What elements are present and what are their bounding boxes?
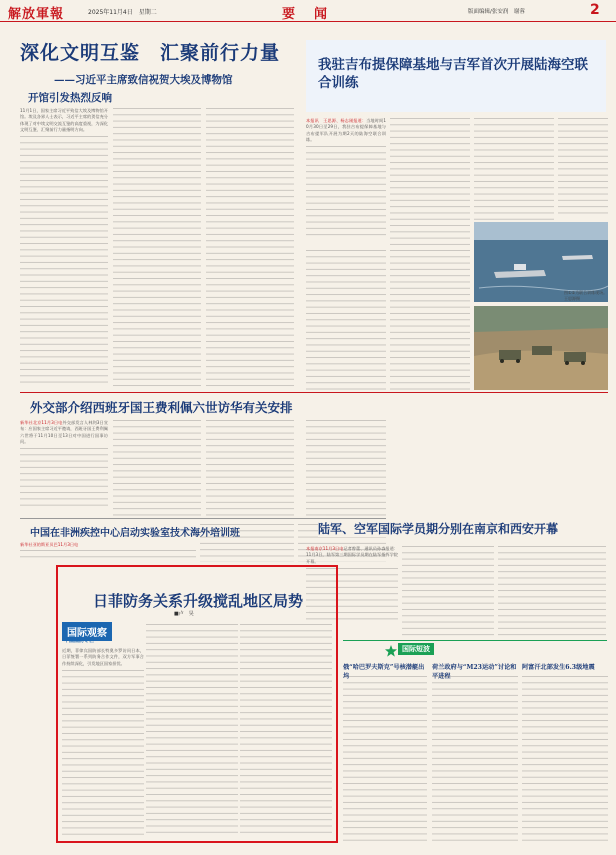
college-headline: 陆军、空军国际学员期分别在南京和西安开幕 xyxy=(318,520,610,537)
college-column-3 xyxy=(498,546,606,638)
cdc-column-2 xyxy=(200,524,294,562)
lead-column-3 xyxy=(206,108,294,388)
spain-visit-column-4 xyxy=(306,420,386,516)
lead-headline: 深化文明互鉴 汇聚前行力量 xyxy=(20,42,281,64)
international-badge: 国际观察 xyxy=(62,622,112,641)
college-column-2 xyxy=(402,546,494,638)
spain-visit-column-1: 新华社北京11月3日电外交部发言人林剑3日宣布：应国家主席习近平邀请，西班牙国王费利佩六世将于11月10日至13日对中国进行国事访问。 xyxy=(20,420,108,516)
brief-body-3 xyxy=(522,676,608,842)
vehicles-photo xyxy=(474,306,608,390)
brief-body-1 xyxy=(343,676,427,842)
international-column-3 xyxy=(240,624,332,838)
djibouti-headline: 我驻吉布提保障基地与吉军首次开展陆海空联合训练 xyxy=(318,57,588,91)
international-headline: 日菲防务关系升级搅乱地区局势 xyxy=(92,592,303,610)
lead-column-2 xyxy=(113,108,201,388)
page-number: 2 xyxy=(590,2,600,18)
section-divider xyxy=(20,392,608,393)
spain-visit-headline: 外交部介绍西班牙国王费利佩六世访华有关安排 xyxy=(30,400,293,415)
briefs-rule xyxy=(343,640,607,641)
djibouti-column-4 xyxy=(306,250,386,390)
photo-caption: 图①②为联合训练现场。 王思源摄 xyxy=(564,290,608,301)
djibouti-column-5 xyxy=(390,250,470,390)
divider-1 xyxy=(20,518,386,519)
spain-visit-column-2 xyxy=(113,420,201,516)
djibouti-column-6 xyxy=(558,118,608,218)
college-column-1: 本报南京11月3日电记者曾蕾、通讯员孙淼报道：11月3日，陆军第三期国际学员期在陆军指挥学院开幕。 xyxy=(306,546,398,638)
lead-subheadline-2: 开馆引发热烈反响 xyxy=(28,92,112,104)
cdc-headline: 中国在非洲疾控中心启动实验室技术海外培训班 xyxy=(30,528,240,539)
brief-title-1: 俄“哈巴罗夫斯克”号核潜艇出坞 xyxy=(343,664,425,680)
page-editor: 版面编辑/张安润 谢蓉 xyxy=(468,9,525,15)
brief-title-2: 荷兰政府与“M23运动”讨论和平进程 xyxy=(432,664,517,680)
spain-visit-column-3 xyxy=(206,420,294,516)
lead-column-1: 11月1日，国家主席习近平致信大埃及博物馆开馆。埃及各界人士表示，习近平主席的贺信充分体现了对中埃文明交流互鉴的高度重视，为深化文明互鉴、汇聚前行力量指明方向。 xyxy=(20,108,108,388)
lead-subheadline: ——习近平主席致信祝贺大埃及博物馆 xyxy=(54,74,233,86)
star-icon xyxy=(385,642,397,654)
international-column-2 xyxy=(146,624,238,838)
international-author: ■卢 昊 xyxy=(174,611,194,617)
newspaper-logo: 解放軍報 xyxy=(8,7,65,22)
cdc-column-1: 新华社亚的斯亚贝巴11月3日电 xyxy=(20,542,196,562)
brief-title-3: 阿富汗北部发生6.3级地震 xyxy=(522,664,595,671)
issue-date: 2025年11月4日 星期二 xyxy=(88,9,157,16)
brief-body-2 xyxy=(432,676,518,842)
djibouti-column-2 xyxy=(390,118,470,248)
djibouti-column-1: 本报讯 王思源、杨志刚报道：当地时间10月30日至29日，我驻吉布提保障基地与吉布提军队开展为期2天的陆海空联合训练。 xyxy=(306,118,386,248)
section-title: 要 闻 xyxy=(282,7,331,22)
briefs-header: 国际短波 xyxy=(398,643,434,655)
international-badge-sub: 中国国防专栏 xyxy=(64,638,95,644)
international-column-1: 近期，菲律宾国防部长特奥多罗访问日本，日菲签署一系列防务合作文件，双方军事合作持续深化，引发地区国家担忧。 xyxy=(62,648,144,838)
